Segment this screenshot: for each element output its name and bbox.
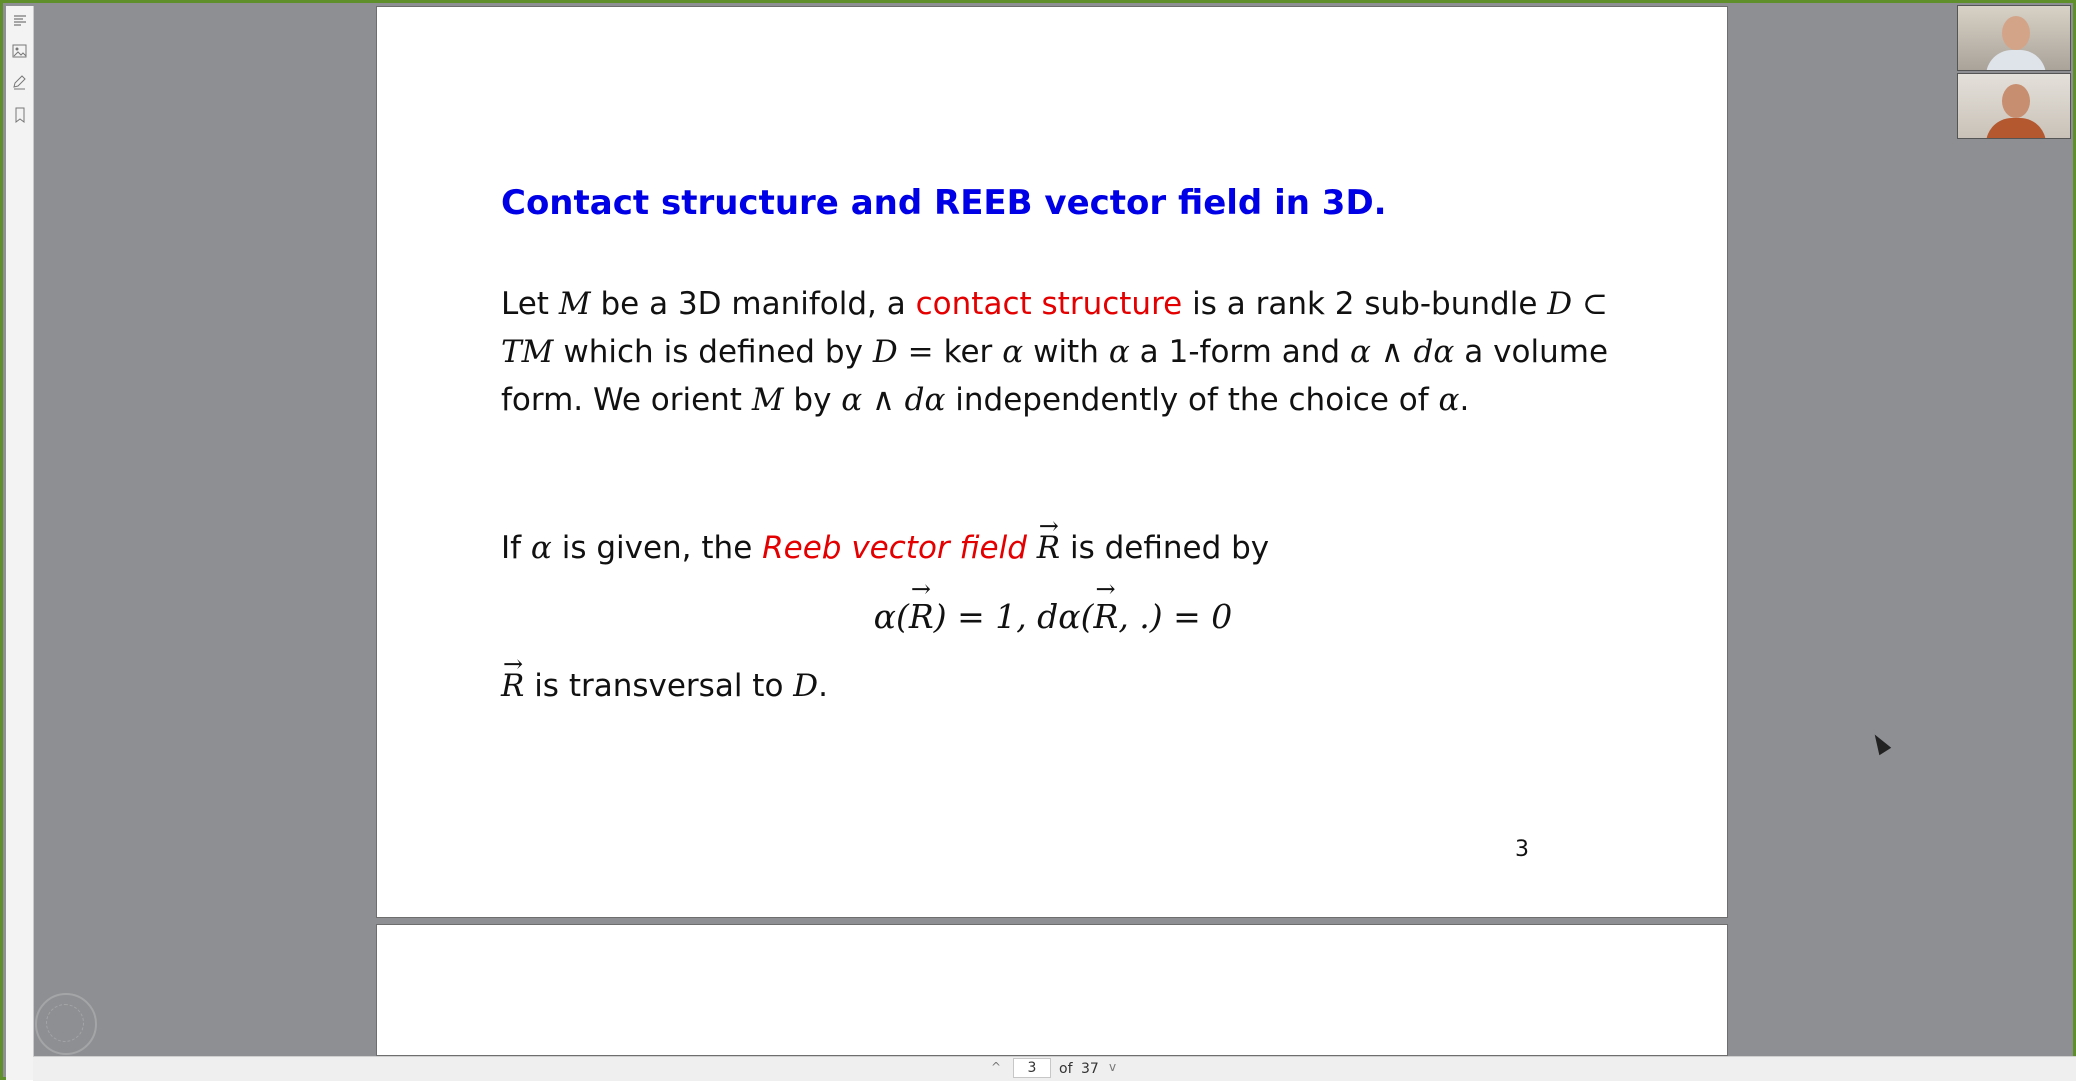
text: be a 3D manifold, a xyxy=(590,286,916,322)
text: If xyxy=(501,530,531,566)
math-symbol: α xyxy=(1108,334,1130,370)
math-symbol: D ⊂ TM xyxy=(501,286,1608,370)
text: which is defined by xyxy=(553,334,873,370)
math-symbol: ) = 1, dα( xyxy=(933,597,1094,636)
text: a 1-form and xyxy=(1129,334,1351,370)
math-operator: ker xyxy=(943,334,993,370)
page-number-input[interactable]: 3 xyxy=(1013,1058,1051,1078)
math-symbol: α ∧ dα xyxy=(1350,334,1455,370)
text: is a rank 2 sub-bundle xyxy=(1182,286,1548,322)
thumbnails-icon[interactable] xyxy=(11,42,28,59)
math-symbol: M xyxy=(558,286,591,322)
text: is transversal to xyxy=(524,668,794,704)
university-seal-logo xyxy=(35,993,97,1055)
participant-video-2[interactable] xyxy=(1957,73,2071,139)
math-symbol: , .) = 0 xyxy=(1118,597,1233,636)
vector-r: → R xyxy=(1093,597,1118,636)
text: . xyxy=(1459,382,1470,418)
page-navigation-bar xyxy=(33,1056,2076,1081)
text: Let xyxy=(501,286,559,322)
slide-title: Contact structure and REEB vector field in 3D. xyxy=(501,183,1387,223)
math-symbol: α( xyxy=(873,597,909,636)
text xyxy=(1027,530,1037,566)
participant-head xyxy=(2002,16,2030,50)
vector-r: → R xyxy=(1037,524,1060,572)
reeb-paragraph xyxy=(501,524,1608,572)
text: is defined by xyxy=(1060,530,1270,566)
text: by xyxy=(783,382,842,418)
total-pages: 37 xyxy=(1081,1061,1099,1077)
highlight-reeb-vector-field: Reeb vector field xyxy=(762,530,1027,566)
annotation-icon[interactable] xyxy=(11,74,28,91)
math-symbol: α xyxy=(992,334,1024,370)
participant-head xyxy=(2002,84,2030,118)
reeb-equation xyxy=(377,597,1729,636)
highlight-contact-structure: contact structure xyxy=(915,286,1183,322)
participant-body xyxy=(1986,118,2046,139)
text: is given, the xyxy=(551,530,763,566)
of-label: of xyxy=(1059,1061,1073,1077)
next-page-chevron-icon[interactable]: v xyxy=(1109,1060,1117,1074)
previous-page-chevron-icon[interactable]: ^ xyxy=(991,1060,1002,1074)
text: with xyxy=(1023,334,1109,370)
slide-page-number: 3 xyxy=(1515,837,1529,862)
transversal-paragraph xyxy=(501,662,1608,710)
text: a volume form. We orient xyxy=(501,334,1609,418)
participant-body xyxy=(1986,50,2046,71)
vector-r: → R xyxy=(501,662,524,710)
next-pdf-page[interactable] xyxy=(376,924,1728,1056)
sidebar xyxy=(6,6,34,1080)
math-symbol: D = xyxy=(872,334,944,370)
math-symbol: M xyxy=(751,382,784,418)
text: . xyxy=(818,668,828,704)
mouse-cursor-icon xyxy=(1869,731,1891,755)
math-symbol: α ∧ dα xyxy=(841,382,946,418)
outline-icon[interactable] xyxy=(11,12,28,29)
math-symbol: D xyxy=(793,668,819,704)
math-symbol: α xyxy=(530,530,552,566)
bookmark-icon[interactable] xyxy=(11,106,28,123)
vector-r: → R xyxy=(909,597,934,636)
pdf-page xyxy=(376,6,1728,918)
definition-paragraph xyxy=(501,280,1608,424)
text: independently of the choice of xyxy=(945,382,1439,418)
math-symbol: α xyxy=(1438,382,1460,418)
participant-video-1[interactable] xyxy=(1957,5,2071,71)
